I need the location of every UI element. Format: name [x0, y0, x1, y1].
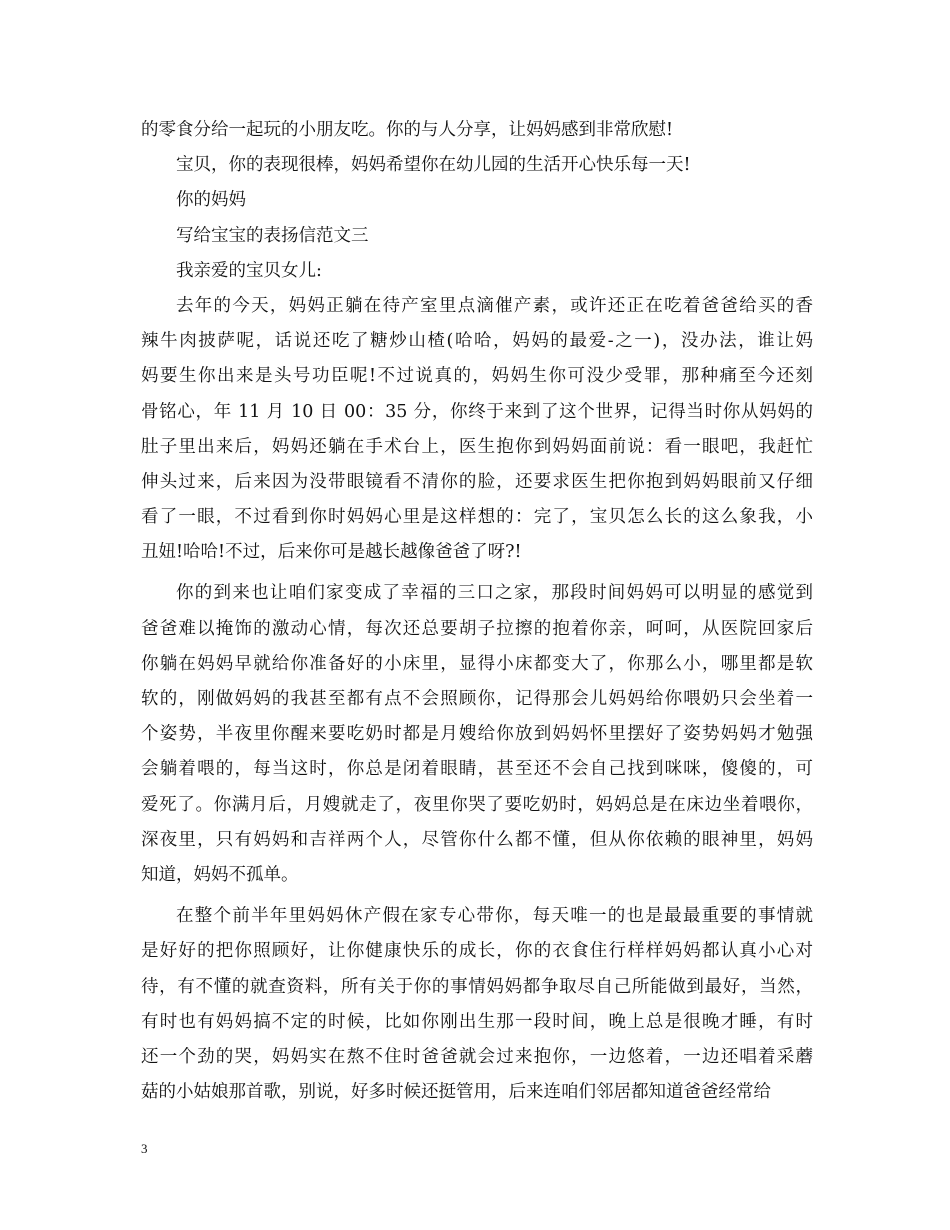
text-line: 菇的小姑娘那首歌，别说，好多时候还挺管用，后来连咱们邻居都知道爸爸经常给 [141, 1082, 771, 1103]
text-line: 你躺在妈妈早就给你准备好的小床里，显得小床都变大了，你那么小，哪里都是软 [141, 653, 813, 674]
paragraph [141, 254, 813, 289]
text-line: 我亲爱的宝贝女儿: [176, 260, 322, 281]
text-line: 妈要生你出来是头号功臣呢!不过说真的，妈妈生你可没少受罪，那种痛至今还刻 [141, 366, 813, 387]
paragraph [141, 576, 813, 893]
text-line: 骨铭心，年 11 月 10 日 00：35 分，你终于来到了这个世界，记得当时你从妈妈的 [141, 401, 813, 422]
paragraph [141, 219, 813, 254]
text-line: 看了一眼，不过看到你时妈妈心里是这样想的：完了，宝贝怎么长的这么象我，小 [141, 507, 813, 528]
text-line: 深夜里，只有妈妈和吉祥两个人，尽管你什么都不懂，但从你依赖的眼神里，妈妈 [141, 829, 813, 850]
text-line: 爸爸难以掩饰的激动心情，每次还总要胡子拉擦的抱着你亲，呵呵，从医院回家后 [141, 618, 813, 639]
text-line: 个姿势，半夜里你醒来要吃奶时都是月嫂给你放到妈妈怀里摆好了姿势妈妈才勉强 [141, 724, 813, 745]
text-line: 还一个劲的哭，妈妈实在熬不住时爸爸就会过来抱你，一边悠着，一边还唱着采蘑 [141, 1046, 813, 1067]
text-line: 去年的今天，妈妈正躺在待产室里点滴催产素，或许还正在吃着爸爸给买的香 [176, 295, 813, 316]
page-number: 3 [141, 1141, 148, 1156]
paragraph [141, 113, 813, 148]
text-line: 爱死了。你满月后，月嫂就走了，夜里你哭了要吃奶时，妈妈总是在床边坐着喂你， [141, 794, 813, 815]
text-line: 待，有不懂的就查资料，所有关于你的事情妈妈都争取尽自己所能做到最好，当然， [141, 976, 813, 997]
text-line: 你的妈妈 [176, 190, 246, 211]
text-line: 伸头过来，后来因为没带眼镜看不清你的脸，还要求医生把你抱到妈妈眼前又仔细 [141, 471, 813, 492]
text-line: 知道，妈妈不孤单。 [141, 864, 299, 885]
text-line: 宝贝，你的表现很棒，妈妈希望你在幼儿园的生活开心快乐每一天! [176, 155, 691, 176]
paragraph [141, 148, 813, 183]
text-line: 会躺着喂的，每当这时，你总是闭着眼睛，甚至还不会自己找到咪咪，傻傻的，可 [141, 759, 813, 780]
text-line: 辣牛肉披萨呢，话说还吃了糖炒山楂(哈哈，妈妈的最爱-之一)，没办法，谁让妈 [141, 331, 813, 352]
text-line: 丑妞!哈哈!不过，后来你可是越长越像爸爸了呀?! [141, 542, 522, 563]
text-line: 在整个前半年里妈妈休产假在家专心带你，每天唯一的也是最最重要的事情就 [176, 906, 813, 927]
paragraph [141, 183, 813, 218]
paragraph [141, 289, 813, 571]
text-line: 肚子里出来后，妈妈还躺在手术台上，医生抱你到妈妈面前说：看一眼吧，我赶忙 [141, 436, 813, 457]
text-line: 有时也有妈妈搞不定的时候，比如你刚出生那一段时间，晚上总是很晚才睡，有时 [141, 1011, 813, 1032]
text-line: 写给宝宝的表扬信范文三 [176, 225, 369, 246]
text-line: 是好好的把你照顾好，让你健康快乐的成长，你的衣食住行样样妈妈都认真小心对 [141, 941, 813, 962]
text-line: 软的，刚做妈妈的我甚至都有点不会照顾你，记得那会儿妈妈给你喂奶只会坐着一 [141, 689, 813, 709]
document-body [141, 113, 813, 1110]
text-line: 的零食分给一起玩的小朋友吃。你的与人分享，让妈妈感到非常欣慰! [141, 120, 674, 140]
text-line: 你的到来也让咱们家变成了幸福的三口之家，那段时间妈妈可以明显的感觉到 [176, 583, 813, 604]
paragraph [141, 899, 813, 1110]
